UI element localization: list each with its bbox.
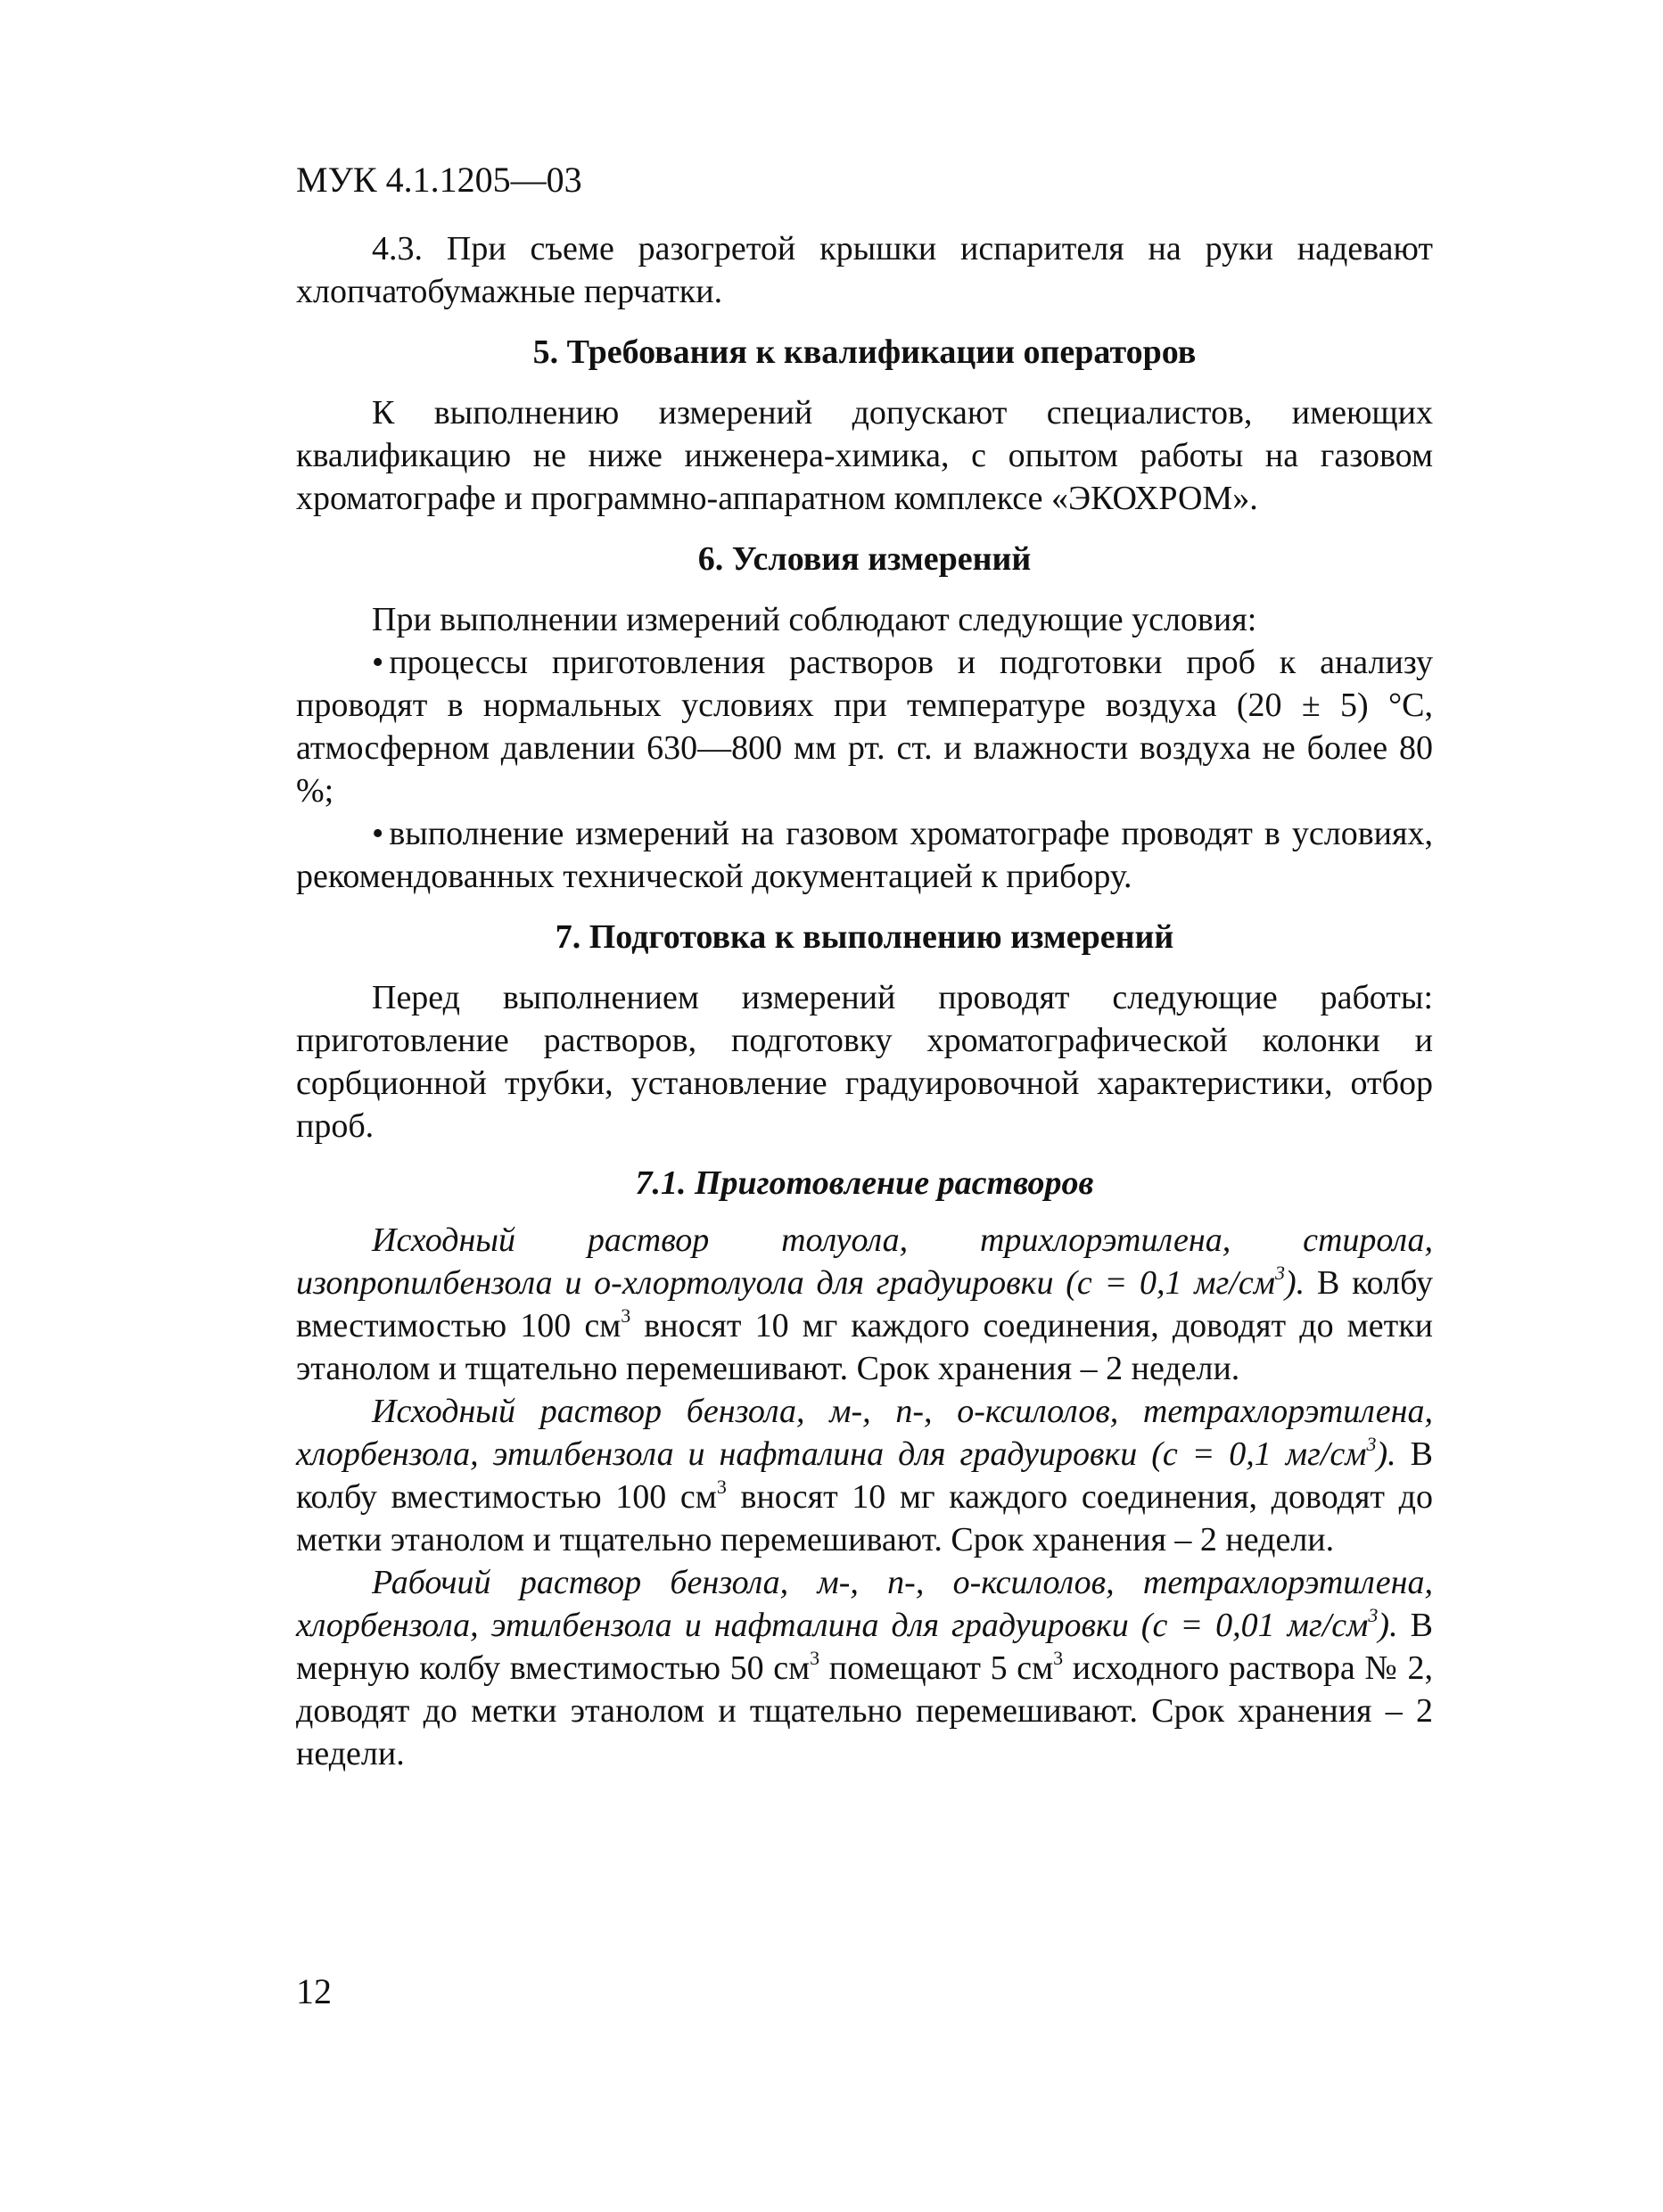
solution-2-paragraph bbox=[296, 1390, 1433, 1561]
solution-1-paragraph bbox=[296, 1219, 1433, 1390]
solution-1-title: Исходный раствор толуола, трихлорэтилена, стирола, изопропилбензола и о-хлортолуола для градуировки (с = 0,1 мг/см bbox=[296, 1221, 1433, 1302]
superscript: 3 bbox=[1275, 1262, 1286, 1284]
superscript: 3 bbox=[1366, 1433, 1377, 1455]
superscript: 3 bbox=[1368, 1604, 1379, 1626]
solution-2-title-end: ). bbox=[1376, 1435, 1396, 1473]
section-6-bullet-2 bbox=[296, 812, 1433, 898]
bullet-icon: • bbox=[372, 815, 384, 852]
section-6-intro: При выполнении измерений соблюдают следующие условия: bbox=[372, 601, 1257, 638]
solution-3-title: Рабочий раствор бензола, м-, п-, о-ксилолов, тетрахлорэтилена, хлорбензола, этилбензола и нафталина для градуировки (с = 0,01 мг/см bbox=[296, 1564, 1433, 1644]
section-7-paragraph: Перед выполнением измерений проводят следующие работы: приготовление растворов, подготовку хроматографической колонки и сорбционной трубки, установление градуировочной характеристики, отбор проб. bbox=[296, 979, 1433, 1145]
bullet-1-text: процессы приготовления растворов и подготовки проб к анализу проводят в нормальных условиях при температуре воздуха (20 ± 5) °С, атмосферном давлении 630—800 мм рт. ст. и влажности воздуха не более 80 %; bbox=[296, 644, 1433, 810]
page-number: 12 bbox=[296, 1971, 332, 2011]
subsection-7-1-heading: 7.1. Приготовление растворов bbox=[635, 1164, 1094, 1202]
solution-2-text-a: В колбу вместимостью 100 см bbox=[296, 1435, 1433, 1516]
solution-1-text-b: вносят 10 мг каждого соединения, доводят до метки этанолом и тщательно перемешивают. Срок хранения – 2 недели. bbox=[296, 1307, 1433, 1387]
section-6-bullet-1 bbox=[296, 641, 1433, 812]
page-content bbox=[296, 227, 1433, 1775]
superscript: 3 bbox=[810, 1647, 820, 1669]
solution-3-paragraph bbox=[296, 1561, 1433, 1775]
solution-2-text-b: вносят 10 мг каждого соединения, доводят до метки этанолом и тщательно перемешивают. Срок хранения – 2 недели. bbox=[296, 1478, 1433, 1558]
bullet-2-text: выполнение измерений на газовом хроматографе проводят в условиях, рекомендованных технической документацией к прибору. bbox=[296, 815, 1433, 895]
superscript: 3 bbox=[1053, 1647, 1064, 1669]
solution-2-title: Исходный раствор бензола, м-, п-, о-ксилолов, тетрахлорэтилена, хлорбензола, этилбензола и нафталина для градуировки (с = 0,1 мг/см bbox=[296, 1393, 1433, 1473]
solution-3-title-end: ). bbox=[1378, 1607, 1398, 1644]
solution-1-text-a: В колбу вместимостью 100 см bbox=[296, 1264, 1433, 1344]
solution-1-title-end: ). bbox=[1285, 1264, 1305, 1302]
bullet-icon: • bbox=[372, 644, 384, 681]
solution-3-text-c: исходного раствора № 2, доводят до метки этанолом и тщательно перемешивают. Срок хранения – 2 недели. bbox=[296, 1649, 1433, 1772]
superscript: 3 bbox=[716, 1476, 727, 1498]
solution-3-text-b: помещают 5 см bbox=[819, 1649, 1054, 1687]
section-5-heading: 5. Требования к квалификации операторов bbox=[532, 333, 1197, 371]
section-7-heading: 7. Подготовка к выполнению измерений bbox=[555, 918, 1174, 956]
document-id-header: МУК 4.1.1205—03 bbox=[296, 160, 582, 200]
section-5-paragraph: К выполнению измерений допускают специалистов, имеющих квалификацию не ниже инженера-химика, с опытом работы на газовом хроматографе и программно-аппаратном комплексе «ЭКОХРОМ». bbox=[296, 394, 1433, 517]
section-6-heading: 6. Условия измерений bbox=[697, 540, 1032, 578]
paragraph-4-3: 4.3. При съеме разогретой крышки испарителя на руки надевают хлопчатобумажные перчатки. bbox=[296, 230, 1433, 310]
solution-3-text-a: В мерную колбу вместимостью 50 см bbox=[296, 1607, 1433, 1687]
superscript: 3 bbox=[621, 1304, 631, 1327]
